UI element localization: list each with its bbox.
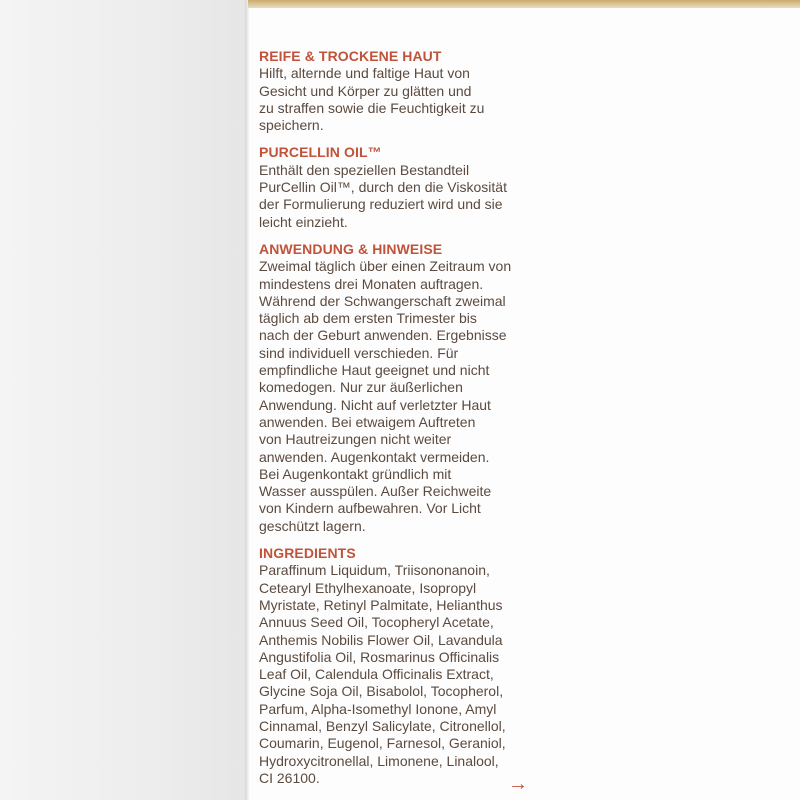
section-heading: PURCELLIN OIL™ bbox=[259, 144, 382, 161]
section-body: Zweimal täglich über einen Zeitraum von mindestens drei Monaten auftragen. Während der Schwangerschaft zweimal täglich ab dem ersten Trimester bis nach der Geburt anwenden. Ergebnisse sind individuell verschieden. Für empfindliche Haut geeignet und nicht komedogen. Nur zur äußerlichen Anwendung. Nicht auf verletzter Haut anwenden. Bei etwaigem Auftreten von Hautreizungen nicht weiter anwenden. Augenkontakt vermeiden. Bei Augenkontakt gründlich mit Wasser ausspülen. Außer Reichweite von Kindern aufbewahren. Vor Licht geschützt lagern. bbox=[259, 258, 512, 534]
section-body: Paraffinum Liquidum, Triisononanoin, Cetearyl Ethylhexanoate, Isopropyl Myristate, Retinyl Palmitate, Helianthus Annuus Seed Oil, Tocopheryl Acetate, Anthemis Nobilis Flower Oil, Lavandula Angustifolia Oil, Rosmarinus Officinalis Leaf Oil, Calendula Officinalis Extract, Glycine Soja Oil, Bisabolol, Tocopherol, Parfum, Alpha-Isomethyl Ionone, Amyl Cinnamal, Benzyl Salicylate, Citronellol, Coumarin, Eugenol, Farnesol, Geraniol, Hydroxycitronellal, Limonene, Linalool, CI 26100. bbox=[259, 562, 506, 786]
section-ingredients bbox=[259, 545, 549, 787]
section-reife-trockene-haut bbox=[259, 48, 549, 134]
label-text-block bbox=[259, 48, 549, 797]
background-shadow bbox=[0, 0, 248, 800]
section-heading: ANWENDUNG & HINWEISE bbox=[259, 240, 443, 257]
section-heading: REIFE & TROCKENE HAUT bbox=[259, 48, 442, 64]
arrow-right-icon: → bbox=[508, 773, 528, 795]
section-purcellin-oil bbox=[259, 144, 549, 230]
section-body: Hilft, alternde und faltige Haut von Gesicht und Körper zu glätten und zu straffen sowie die Feuchtigkeit zu speichern. bbox=[259, 65, 485, 134]
section-body: Enthält den speziellen Bestandteil PurCellin Oil™, durch den die Viskosität der Formulierung reduziert wird und sie leicht einzieht. bbox=[259, 161, 507, 230]
package-top-flap bbox=[248, 0, 800, 8]
section-heading: INGREDIENTS bbox=[259, 545, 356, 562]
section-anwendung-hinweise bbox=[259, 241, 549, 535]
